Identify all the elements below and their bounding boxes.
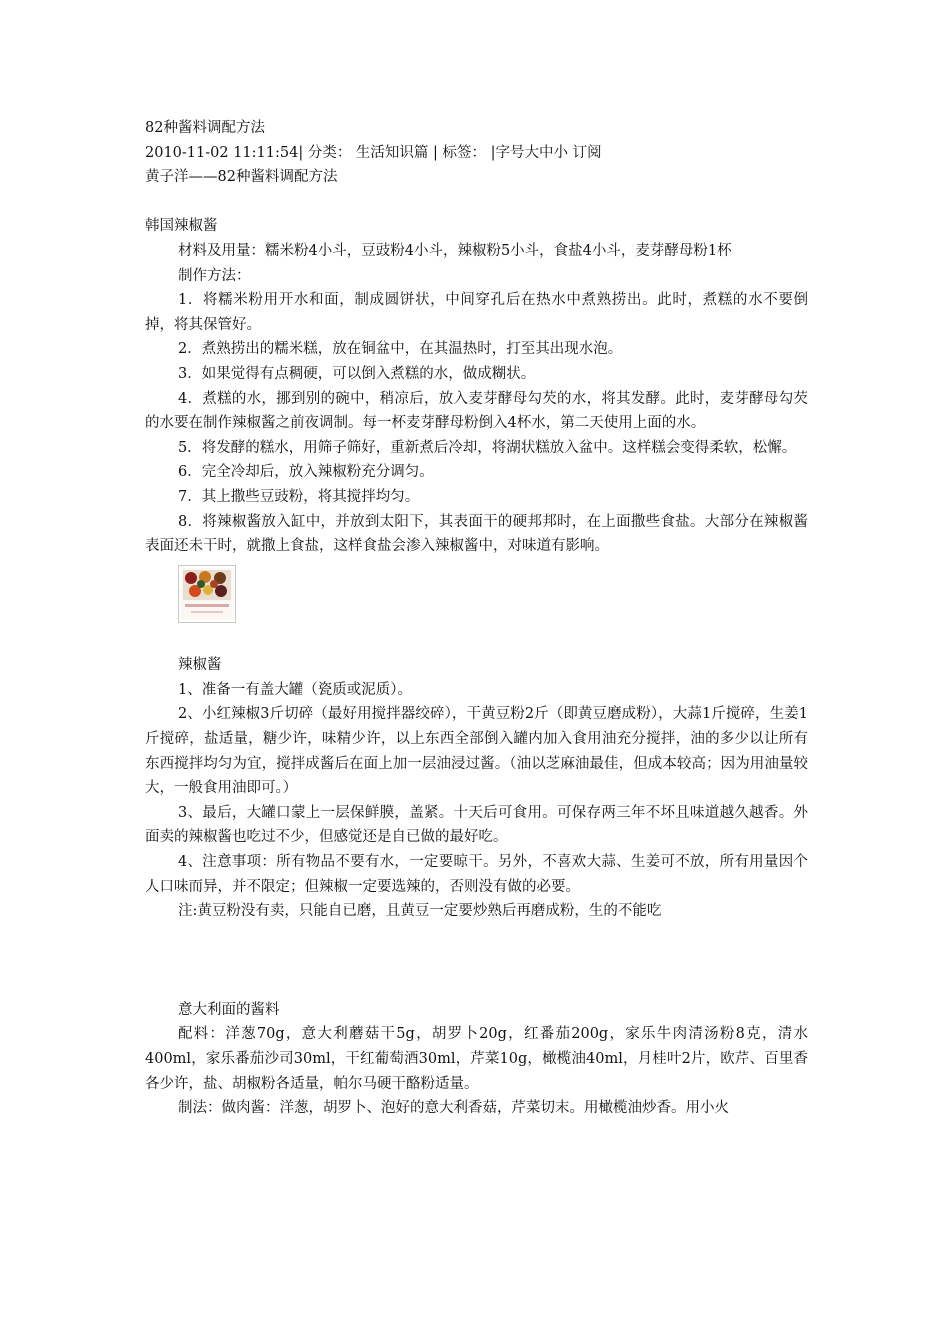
section1-step-3: 3．如果觉得有点稠硬，可以倒入煮糕的水，做成糊状。 xyxy=(178,365,536,382)
section1-heading: 韩国辣椒酱 xyxy=(145,218,218,235)
section1-step-4: 4．煮糕的水，挪到别的碗中，稍凉后，放入麦芽酵母勾芡的水，将其发酵。此时，麦芽酵母勾芡的水要在制作辣椒酱之前夜调制。每一杯麦芽酵母粉倒入4杯水，第二天使用上面的水。 xyxy=(145,390,808,432)
section1-step-8: 8．将辣椒酱放入缸中，并放到太阳下，其表面干的硬邦邦时，在上面撒些食盐。大部分在辣椒酱表面还未干时，就撒上食盐，这样食盐会渗入辣椒酱中，对味道有影响。 xyxy=(145,513,808,555)
section1-step-7: 7．其上撒些豆豉粉，将其搅拌均匀。 xyxy=(178,488,420,505)
section2-paragraph-1: 1、准备一有盖大罐（瓷质或泥质）。 xyxy=(178,681,412,698)
document-subtitle: 黄子洋——82种酱料调配方法 xyxy=(145,169,338,186)
section1-step-1: 1．将糯米粉用开水和面，制成圆饼状，中间穿孔后在热水中煮熟捞出。此时，煮糕的水不要倒掉，将其保管好。 xyxy=(145,292,808,333)
section1-step-5: 5．将发酵的糕水，用筛子筛好，重新煮后冷却，将湖状糕放入盆中。这样糕会变得柔软，松懈。 xyxy=(178,439,797,456)
section2-paragraph-3: 3、最后，大罐口蒙上一层保鲜膜，盖紧。十天后可食用。可保存两三年不坏且味道越久越香。外面卖的辣椒酱也吃过不少，但感觉还是自已做的最好吃。 xyxy=(145,804,808,846)
spacer xyxy=(145,924,808,998)
section2-paragraph-2: 2、小红辣椒3斤切碎（最好用搅拌器绞碎），干黄豆粉2斤（即黄豆磨成粉），大蒜1斤搅碎，生姜1斤搅碎，盐适量，糖少许，味精少许，以上东西全部倒入罐内加入食用油充分搅拌，油的多少以让所有东西搅拌均匀为宜，搅拌成酱后在面上加一层油浸过酱。（油以芝麻油最佳，但成本较高；因为用油量较大，一般食用油即可。） xyxy=(145,706,808,797)
section1-step-6: 6．完全冷却后，放入辣椒粉充分调匀。 xyxy=(178,464,434,481)
section2-heading: 辣椒酱 xyxy=(178,657,222,674)
section1-step-2: 2．煮熟捞出的糯米糕，放在铜盆中，在其温热时，打至其出现水泡。 xyxy=(178,341,623,358)
spacer xyxy=(145,190,808,215)
document-title: 82种酱料调配方法 xyxy=(145,120,265,136)
section3-ingredients: 配料：洋葱70g，意大利蘑菇干5g，胡罗卜20g，红番茄200g，家乐牛肉清汤粉8克，清水400ml，家乐番茄沙司30ml，干红葡萄酒30ml，芹菜10g，橄榄油40ml，月桂叶2片，欧芹、百里香各少许，盐、胡椒粉各适量，帕尔马硬干酪粉适量。 xyxy=(145,1026,808,1092)
section3-heading: 意大利面的酱料 xyxy=(178,1001,280,1018)
article-body xyxy=(145,116,808,1121)
post-meta: 2010-11-02 11:11:54| 分类： 生活知识篇 | 标签： |字号大中小 订阅 xyxy=(145,144,602,161)
spacer xyxy=(145,629,808,654)
spice-bowls-image xyxy=(181,568,233,620)
section2-paragraph-4: 4、注意事项：所有物品不要有水，一定要晾干。另外，不喜欢大蒜、生姜可不放，所有用量因个人口味而异，并不限定；但辣椒一定要选辣的，否则没有做的必要。 xyxy=(145,854,808,895)
section2-note: 注:黄豆粉没有卖，只能自已磨，且黄豆一定要炒熟后再磨成粉，生的不能吃 xyxy=(178,903,662,920)
section1-method-label: 制作方法： xyxy=(178,267,251,284)
sauce-thumbnail-image xyxy=(178,565,236,623)
section3-method: 制法：做肉酱：洋葱，胡罗卜、泡好的意大利香菇，芹菜切末。用橄榄油炒香。用小火 xyxy=(178,1100,729,1117)
section1-materials: 材料及用量：糯米粉4小斗，豆豉粉4小斗，辣椒粉5小斗，食盐4小斗，麦芽酵母粉1杯 xyxy=(178,242,732,259)
